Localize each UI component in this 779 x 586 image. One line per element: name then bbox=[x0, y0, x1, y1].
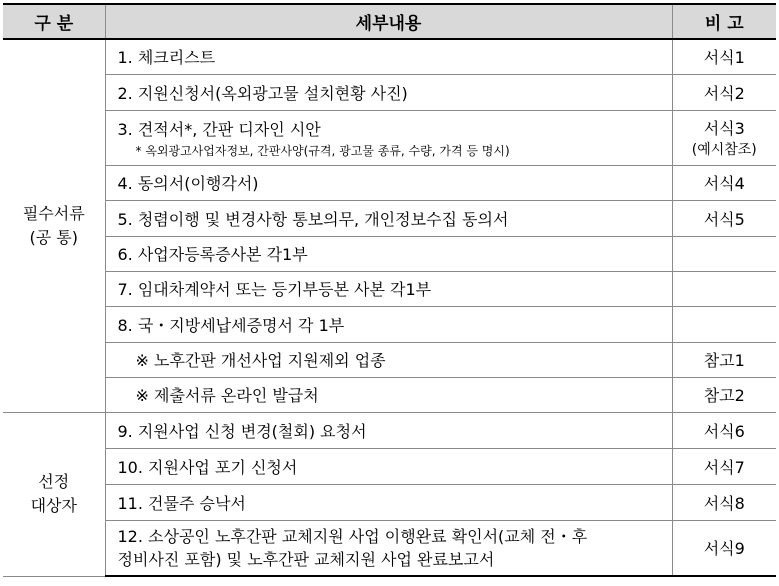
group-required bbox=[3, 39, 105, 412]
row-text: 6. 사업자등록증사본 각1부 bbox=[105, 236, 672, 271]
table-row bbox=[3, 165, 776, 200]
table-row bbox=[3, 448, 776, 484]
row-note-block bbox=[672, 110, 776, 165]
table-row bbox=[3, 200, 776, 236]
group-label-sub: 대상자 bbox=[30, 496, 77, 515]
row-note bbox=[672, 236, 776, 271]
table-row bbox=[3, 520, 776, 576]
table-row bbox=[3, 39, 776, 74]
group-label-sub: (공 통) bbox=[29, 227, 78, 247]
group-label: 선정 bbox=[38, 472, 70, 491]
row-text: 4. 동의서(이행각서) bbox=[105, 165, 672, 200]
row-text-block bbox=[105, 110, 672, 165]
header-details: 세부내용 bbox=[105, 4, 672, 39]
row-note: 참고2 bbox=[672, 377, 776, 412]
row-note-sub: (예시참조) bbox=[691, 142, 757, 158]
table-row bbox=[3, 306, 776, 342]
row-note: 서식8 bbox=[672, 484, 776, 520]
row-text: 9. 지원사업 신청 변경(철회) 요청서 bbox=[105, 412, 672, 448]
table-row bbox=[3, 484, 776, 520]
row-text: 10. 지원사업 포기 신청서 bbox=[105, 448, 672, 484]
table-header-row bbox=[3, 4, 776, 39]
row-note: 서식4 bbox=[672, 165, 776, 200]
row-text: 5. 청렴이행 및 변경사항 통보의무, 개인정보수집 동의서 bbox=[105, 200, 672, 236]
group-label: 필수서류 bbox=[22, 203, 85, 223]
row-text: 11. 건물주 승낙서 bbox=[105, 484, 672, 520]
table-row bbox=[3, 271, 776, 306]
table-row bbox=[3, 377, 776, 412]
header-category: 구 분 bbox=[3, 4, 105, 39]
row-note: 서식9 bbox=[672, 520, 776, 576]
table-row bbox=[3, 236, 776, 271]
row-text: 2. 지원신청서(옥외광고물 설치현황 사진) bbox=[105, 74, 672, 110]
document-table bbox=[3, 3, 776, 577]
row-note: 서식7 bbox=[672, 448, 776, 484]
row-subtext: * 옥외광고사업자정보, 간판사양(규격, 광고물 종류, 수량, 가격 등 명시) bbox=[135, 143, 510, 158]
row-note bbox=[672, 306, 776, 342]
table-row bbox=[3, 412, 776, 448]
row-text: 3. 견적서*, 간판 디자인 시안 bbox=[117, 119, 321, 139]
row-note: 서식6 bbox=[672, 412, 776, 448]
table-row bbox=[3, 74, 776, 110]
row-text: 1. 체크리스트 bbox=[105, 39, 672, 74]
row-text: ※ 노후간판 개선사업 지원제외 업종 bbox=[105, 342, 672, 377]
table-row bbox=[3, 110, 776, 165]
row-note: 참고1 bbox=[672, 342, 776, 377]
row-note bbox=[672, 271, 776, 306]
table-row bbox=[3, 342, 776, 377]
row-text-block bbox=[105, 520, 672, 576]
row-text: 7. 임대차계약서 또는 등기부등본 사본 각1부 bbox=[105, 271, 672, 306]
row-note: 서식5 bbox=[672, 200, 776, 236]
row-note: 서식3 bbox=[703, 119, 745, 138]
row-text: 8. 국・지방세납세증명서 각 1부 bbox=[105, 306, 672, 342]
header-remarks: 비 고 bbox=[672, 4, 776, 39]
group-selected bbox=[3, 412, 105, 576]
row-note: 서식2 bbox=[672, 74, 776, 110]
row-text: ※ 제출서류 온라인 발급처 bbox=[105, 377, 672, 412]
row-text-cont: 정비사진 포함) 및 노후간판 교체지원 사업 완료보고서 bbox=[117, 549, 495, 569]
row-note: 서식1 bbox=[672, 39, 776, 74]
row-text: 12. 소상공인 노후간판 교체지원 사업 이행완료 확인서(교체 전・후 bbox=[117, 526, 588, 546]
